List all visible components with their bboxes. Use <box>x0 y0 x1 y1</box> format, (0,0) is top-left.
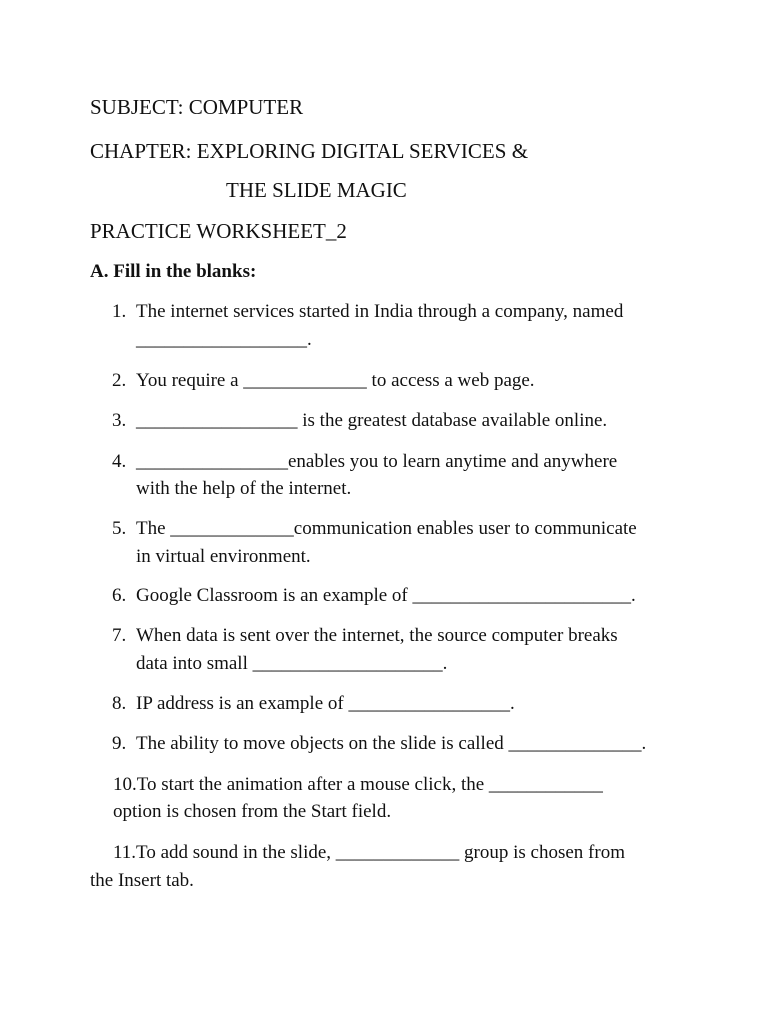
subject-heading: SUBJECT: COMPUTER <box>90 95 304 119</box>
question-number: 3. <box>112 410 127 431</box>
question-number: 4. <box>112 451 127 472</box>
worksheet-title: PRACTICE WORKSHEET_2 <box>90 219 347 243</box>
question-text: IP address is an example of _________________. <box>136 693 515 714</box>
question-text: in virtual environment. <box>136 546 311 567</box>
question-text: ________________enables you to learn anytime and anywhere <box>136 451 618 472</box>
question-text: The ability to move objects on the slide is called ______________. <box>136 733 647 754</box>
question-text: with the help of the internet. <box>136 478 352 499</box>
question-text: You require a _____________ to access a web page. <box>136 370 535 391</box>
question-text: __________________. <box>136 329 312 350</box>
question-text: The internet services started in India through a company, named <box>136 301 624 322</box>
question-text: 10.To start the animation after a mouse click, the ____________ <box>113 774 603 795</box>
question-number: 7. <box>112 625 127 646</box>
question-text: data into small ____________________. <box>136 653 448 674</box>
question-number: 9. <box>112 733 127 754</box>
question-text: option is chosen from the Start field. <box>113 801 392 822</box>
section-a-heading: A. Fill in the blanks: <box>90 261 257 282</box>
question-number: 2. <box>112 370 127 391</box>
question-number: 8. <box>112 693 127 714</box>
question-number: 5. <box>112 518 127 539</box>
question-number: 1. <box>112 301 127 322</box>
question-number: 6. <box>112 585 127 606</box>
question-text: _________________ is the greatest database available online. <box>136 410 608 431</box>
question-text: 11.To add sound in the slide, _____________ group is chosen from <box>113 842 625 863</box>
chapter-heading-line1: CHAPTER: EXPLORING DIGITAL SERVICES & <box>90 139 529 163</box>
question-text: Google Classroom is an example of _______________________. <box>136 585 636 606</box>
question-text: When data is sent over the internet, the source computer breaks <box>136 625 618 646</box>
question-text: the Insert tab. <box>90 870 194 891</box>
chapter-heading-line2: THE SLIDE MAGIC <box>226 178 407 202</box>
question-text: The _____________communication enables user to communicate <box>136 518 637 539</box>
